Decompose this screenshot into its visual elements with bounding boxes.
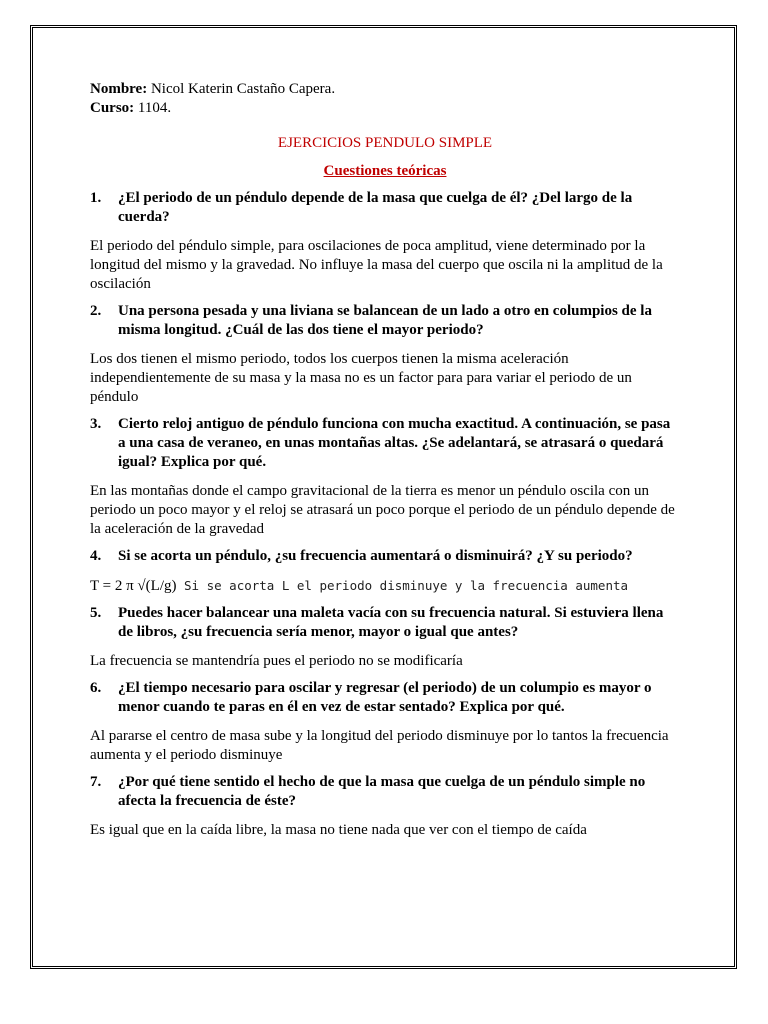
question-2 bbox=[90, 302, 680, 340]
section-subtitle: Cuestiones teóricas bbox=[323, 163, 447, 179]
question-number: 4. bbox=[90, 548, 102, 564]
question-number: 1. bbox=[90, 190, 102, 206]
question-number: 2. bbox=[90, 303, 102, 319]
name-value: Nicol Katerin Castaño Capera. bbox=[147, 81, 336, 97]
question-3 bbox=[90, 415, 680, 472]
question-6 bbox=[90, 679, 680, 717]
question-number: 7. bbox=[90, 774, 102, 790]
answer-3: En las montañas donde el campo gravitacional de la tierra es menor un péndulo oscila con un periodo un poco mayor y el reloj se atrasará un poco porque el periodo de un péndulo depende de la aceleración de la gravedad bbox=[90, 483, 675, 537]
question-1 bbox=[90, 189, 680, 227]
question-5 bbox=[90, 604, 680, 642]
course-label: Curso: bbox=[90, 100, 135, 116]
question-number: 6. bbox=[90, 680, 102, 696]
question-text: ¿El periodo de un péndulo depende de la masa que cuelga de él? ¿Del largo de la cuerda? bbox=[118, 190, 633, 225]
question-text: ¿El tiempo necesario para oscilar y regresar (el periodo) de un columpio es mayor o menor cuando te paras en él en vez de estar sentado? Explica por qué. bbox=[118, 680, 652, 715]
answer-4 bbox=[90, 576, 680, 596]
course-value: 1104. bbox=[134, 100, 172, 116]
name-label: Nombre: bbox=[90, 81, 148, 97]
question-text: Puedes hacer balancear una maleta vacía con su frecuencia natural. Si estuviera llena de libros, ¿su frecuencia sería menor, mayor o igual que antes? bbox=[118, 605, 664, 640]
question-text: ¿Por qué tiene sentido el hecho de que la masa que cuelga de un péndulo simple no afecta la frecuencia de éste? bbox=[118, 774, 646, 809]
question-number: 5. bbox=[90, 605, 102, 621]
question-text: Cierto reloj antiguo de péndulo funciona con mucha exactitud. A continuación, se pasa a una casa de veraneo, en unas montañas altas. ¿Se adelantará, se atrasará o quedará igual? Explica por qué. bbox=[118, 416, 671, 470]
question-number: 3. bbox=[90, 416, 102, 432]
name-line bbox=[90, 80, 680, 99]
question-7 bbox=[90, 773, 680, 811]
answer-1: El periodo del péndulo simple, para oscilaciones de poca amplitud, viene determinado por la longitud del mismo y la gravedad. No influye la masa del cuerpo que oscila ni la amplitud de la oscilación bbox=[90, 238, 663, 292]
question-text: Una persona pesada y una liviana se balancean de un lado a otro en columpios de la misma longitud. ¿Cuál de las dos tiene el mayor periodo? bbox=[118, 303, 652, 338]
answer-2: Los dos tienen el mismo periodo, todos los cuerpos tienen la misma aceleración independientemente de su masa y la masa no es un factor para para variar el periodo de un péndulo bbox=[90, 351, 632, 405]
answer-6: Al pararse el centro de masa sube y la longitud del periodo disminuye por lo tantos la frecuencia aumenta y el periodo disminuye bbox=[90, 728, 669, 763]
question-text: Si se acorta un péndulo, ¿su frecuencia aumentará o disminuirá? ¿Y su periodo? bbox=[118, 548, 633, 564]
pendulum-formula: T = 2 π √(L/g) bbox=[90, 578, 177, 594]
course-line bbox=[90, 99, 680, 118]
document-body bbox=[90, 80, 680, 840]
question-4 bbox=[90, 547, 680, 566]
answer-5: La frecuencia se mantendría pues el periodo no se modificaría bbox=[90, 653, 463, 669]
answer-7: Es igual que en la caída libre, la masa no tiene nada que ver con el tiempo de caída bbox=[90, 822, 587, 838]
answer-text: Si se acorta L el periodo disminuye y la frecuencia aumenta bbox=[176, 578, 629, 593]
document-title: EJERCICIOS PENDULO SIMPLE bbox=[277, 135, 493, 151]
